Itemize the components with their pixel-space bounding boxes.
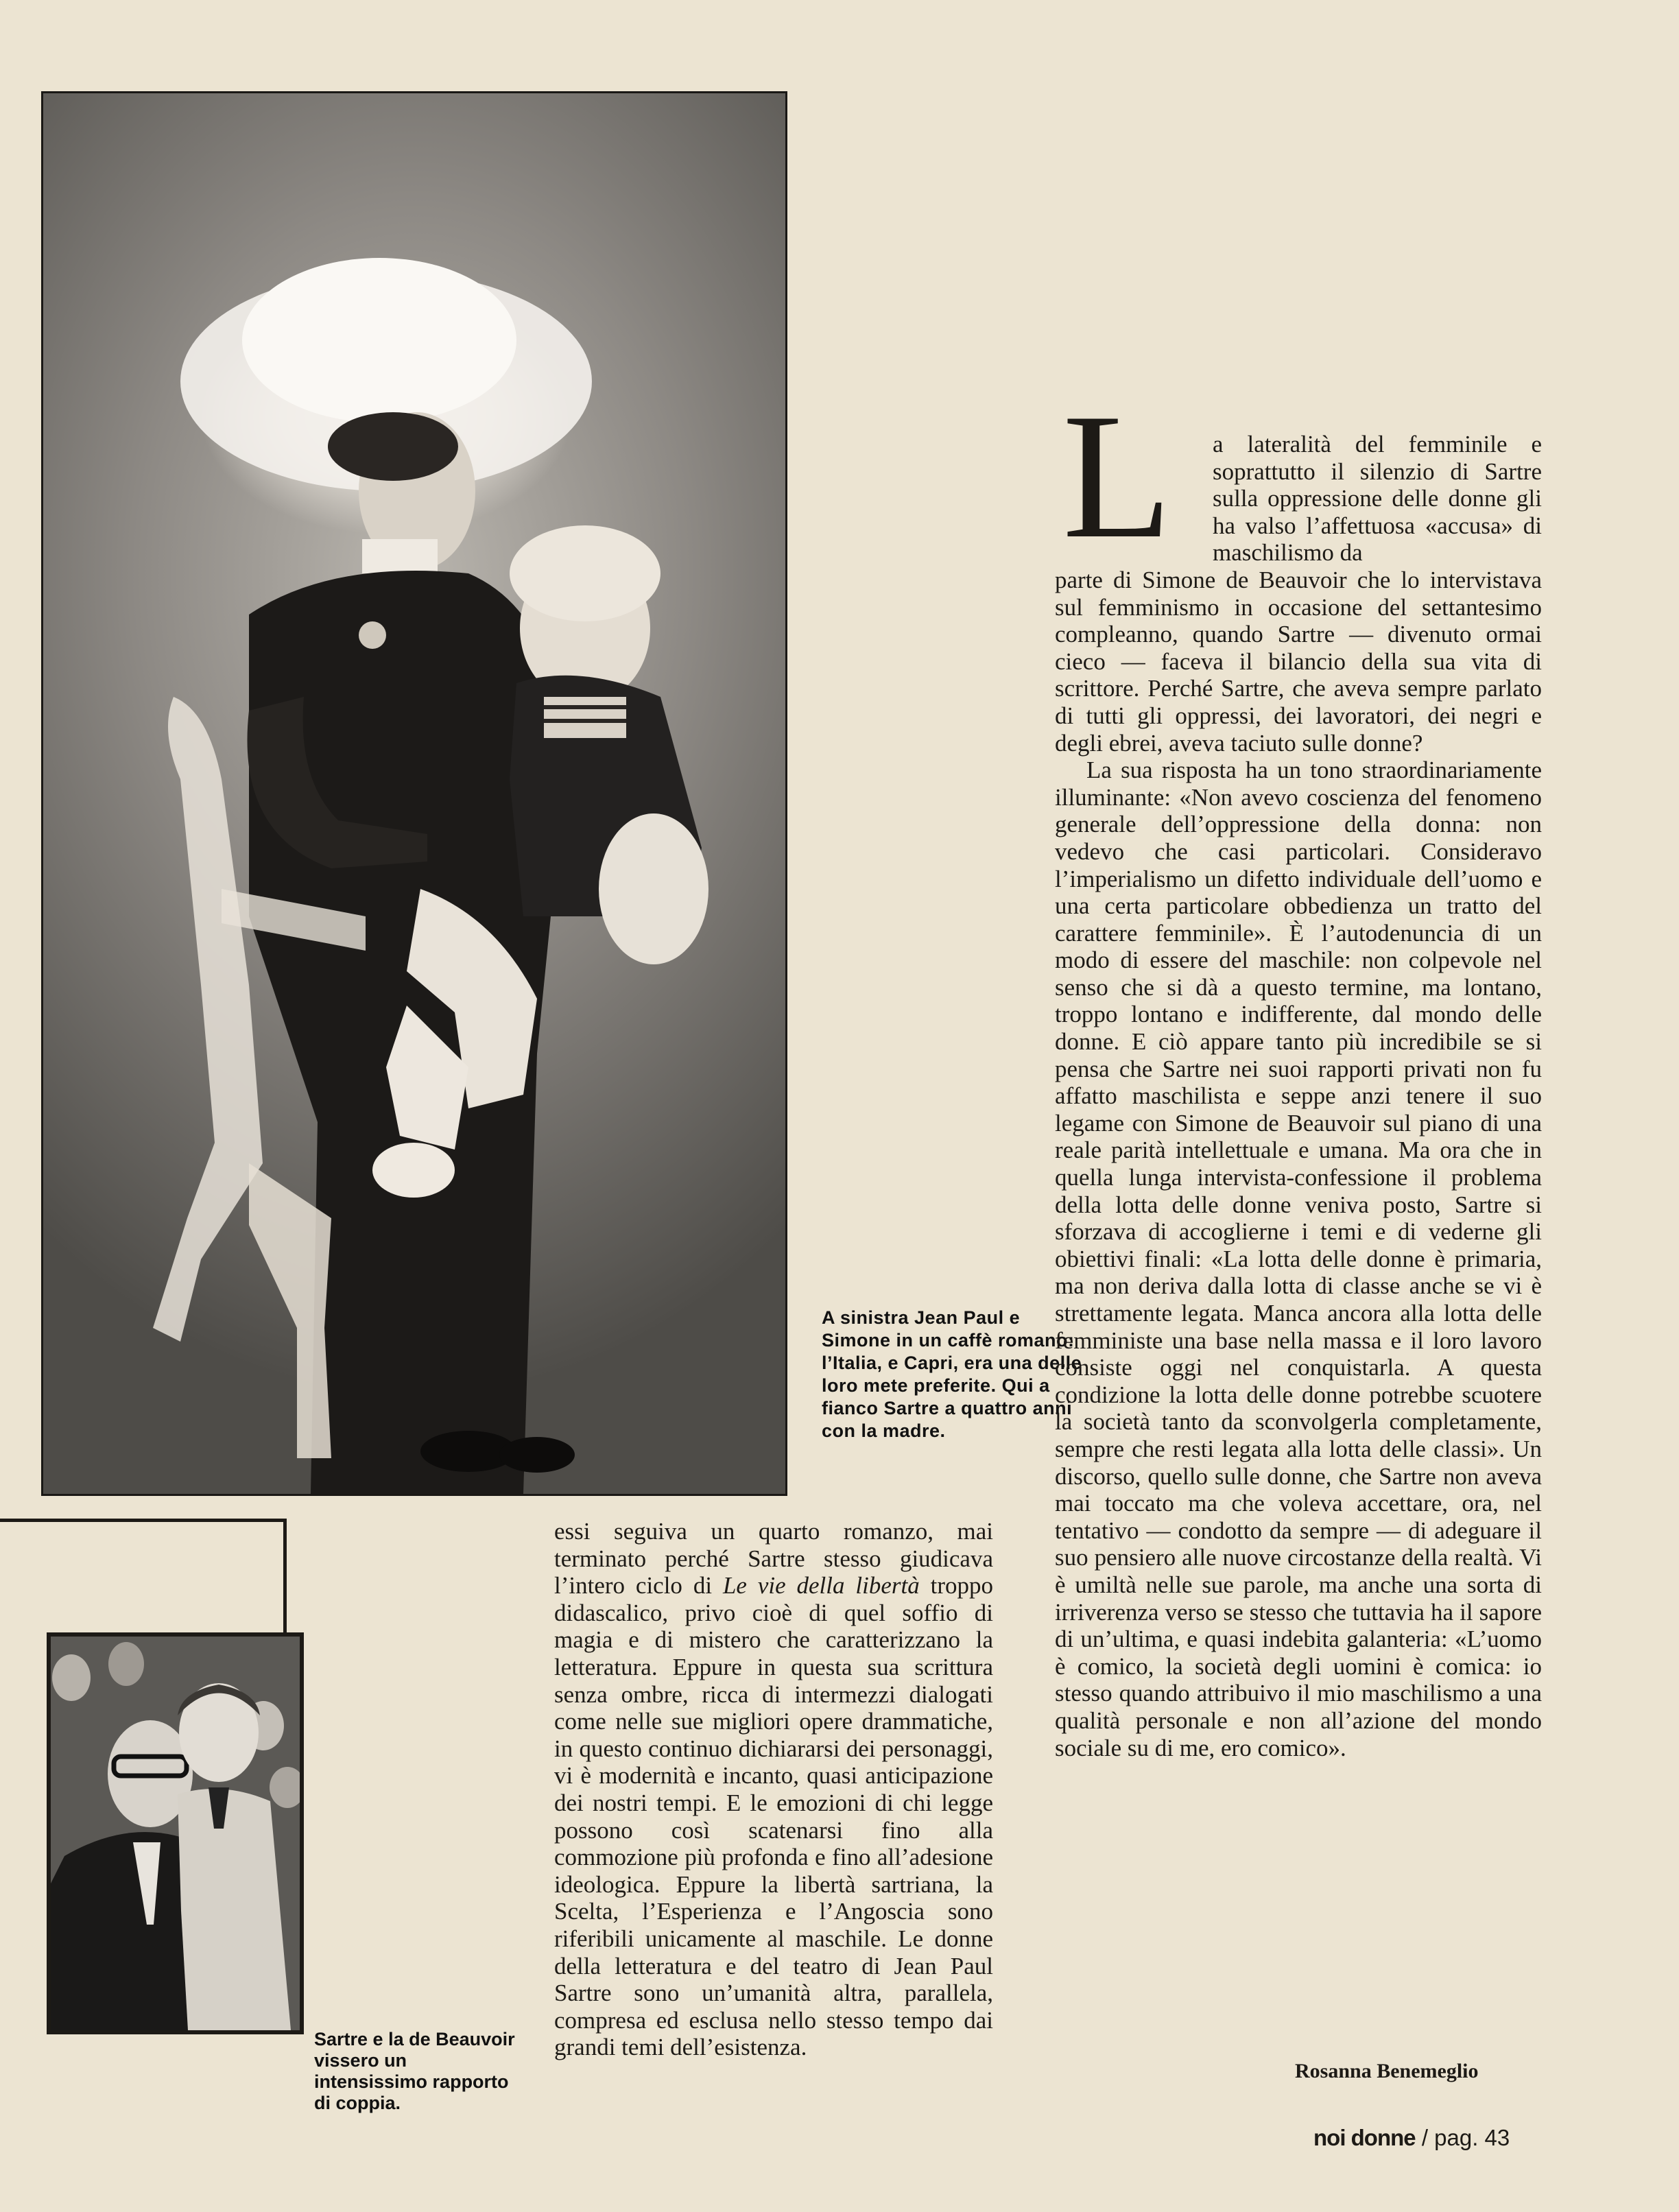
article-paragraph: parte di Simone de Beauvoir che lo intervistava sul femminismo in occasione del settantesimo compleanno, quando Sartre — divenuto ormai cieco — faceva il bilancio della sua vita di scrittore. Perché Sartre, che aveva sempre parlato di tutti gli oppressi, dei lavoratori, dei negri e degli ebrei, aveva taciuto sulle donne? — [1055, 566, 1542, 757]
article-text: essi seguiva un quarto romanzo, mai terminato perché Sartre stesso giudicava l’intero ciclo di — [554, 1518, 993, 1599]
article-paragraph: La sua risposta ha un tono straordinariamente illuminante: «Non avevo coscienza del fenomeno generale dell’oppressione della donna: non vedevo che casi particolari. Consideravo l’imperialismo un difetto individuale dell’uomo e una certa particolare obbedienza un tratto del carattere femminile». È l’autodenuncia di un modo di essere del maschile: non colpevole nel senso che si dà a questo termine, ma lontano, troppo lontano e indifferente, dal mondo delle donne. E ciò appare tanto più incredibile se si pensa che Sartre nei suoi rapporti privati non fu affatto maschilista e seppe anzi tenere il suo legame con Simone de Beauvoir sul piano di una reale parità intellettuale e umana. Ma ora che in quella lunga intervista-confessione il problema della lotta delle donne veniva posto, Sartre si sforzava di accoglierne i temi e di vederne gli obiettivi finali: «La lotta delle donne è primaria, ma non deriva dalla lotta di classe anche se vi è strettamente legata. Manca ancora alla lotta delle femministe una base nella massa e il loro lavoro consiste oggi nel conquistarla. A questa condizione la lotta delle donne potrebbe scuotere la società tanto da sconvolgerla completamente, sempre che resti legata alla lotta delle classi». Un discorso, quello sulle donne, che Sartre non aveva mai toccato ma che voleva accettare, ora, nel tentativo — condotto da sempre — di adeguare il suo pensiero alle nuove circostanze della realtà. Vi è umiltà nelle sue parole, ma anche una sorta di irriverenza verso se stesso che tuttavia ha il sapore di un’ultima, e quasi indebita galanteria: «L’uomo è comico, la società degli uomini è comica: io stesso quando attribuivo il mio maschilismo a una qualità personale e non all’azione del mondo sociale su di me, ero comico». — [1055, 757, 1542, 1761]
article-column-right — [1055, 431, 1542, 1761]
book-title: Le vie della libertà — [722, 1572, 920, 1599]
article-text: troppo didascalico, privo cioè di quel soffio di magia e di mistero che caratterizzano la letteratura. Eppure in questa sua scrittura senza ombre, ricca di intermezzi dialogati come nelle sue migliori opere drammatiche, in questo continuo dichiararsi dei personaggi, vi è modernità e incanto, quasi anticipazione dei nostri tempi. E le emozioni di chi legge possono così scatenarsi fino alla commozione più profonda e fino all’adesione ideologica. Eppure la libertà sartriana, la Scelta, l’Esperienza e l’Angoscia sono riferibili unicamente al maschile. Le donne della letteratura e del teatro di Jean Paul Sartre sono un’umanità altra, parallela, compresa ed esclusa nello stesso tempo dai grandi temi dell’esistenza. — [554, 1572, 993, 2061]
magazine-brand: noi donne — [1313, 2125, 1416, 2150]
portrait-illustration — [43, 93, 785, 1494]
article-opening: a lateralità del femminile e soprattutto il silenzio di Sartre sulla oppressione delle donne gli ha valso l’affettuosa «accusa» di maschilismo da — [1213, 431, 1542, 567]
article-paragraph — [554, 1518, 993, 2061]
page-footer — [1313, 2125, 1510, 2151]
bleed-through-heading — [789, 103, 809, 190]
author-signature: Rosanna Benemeglio — [1295, 2060, 1479, 2082]
page-number: / pag. 43 — [1421, 2125, 1510, 2150]
couple-illustration — [51, 1637, 300, 2030]
photo-caption-small: Sartre e la de Beauvoir vissero un intensissimo rapporto di coppia. — [314, 2029, 515, 2113]
photo-sartre-with-mother — [41, 91, 787, 1496]
photo-sartre-de-beauvoir — [47, 1632, 304, 2034]
photo-caption-large: A sinistra Jean Paul e Simone in un caffè romano: l’Italia, e Capri, era una delle loro mete preferite. Qui a fianco Sartre a quattro anni con la madre. — [822, 1307, 1082, 1441]
drop-cap: L — [1062, 377, 1173, 575]
article-column-middle — [554, 1518, 993, 2061]
frame-divider-horizontal — [0, 1519, 287, 1522]
